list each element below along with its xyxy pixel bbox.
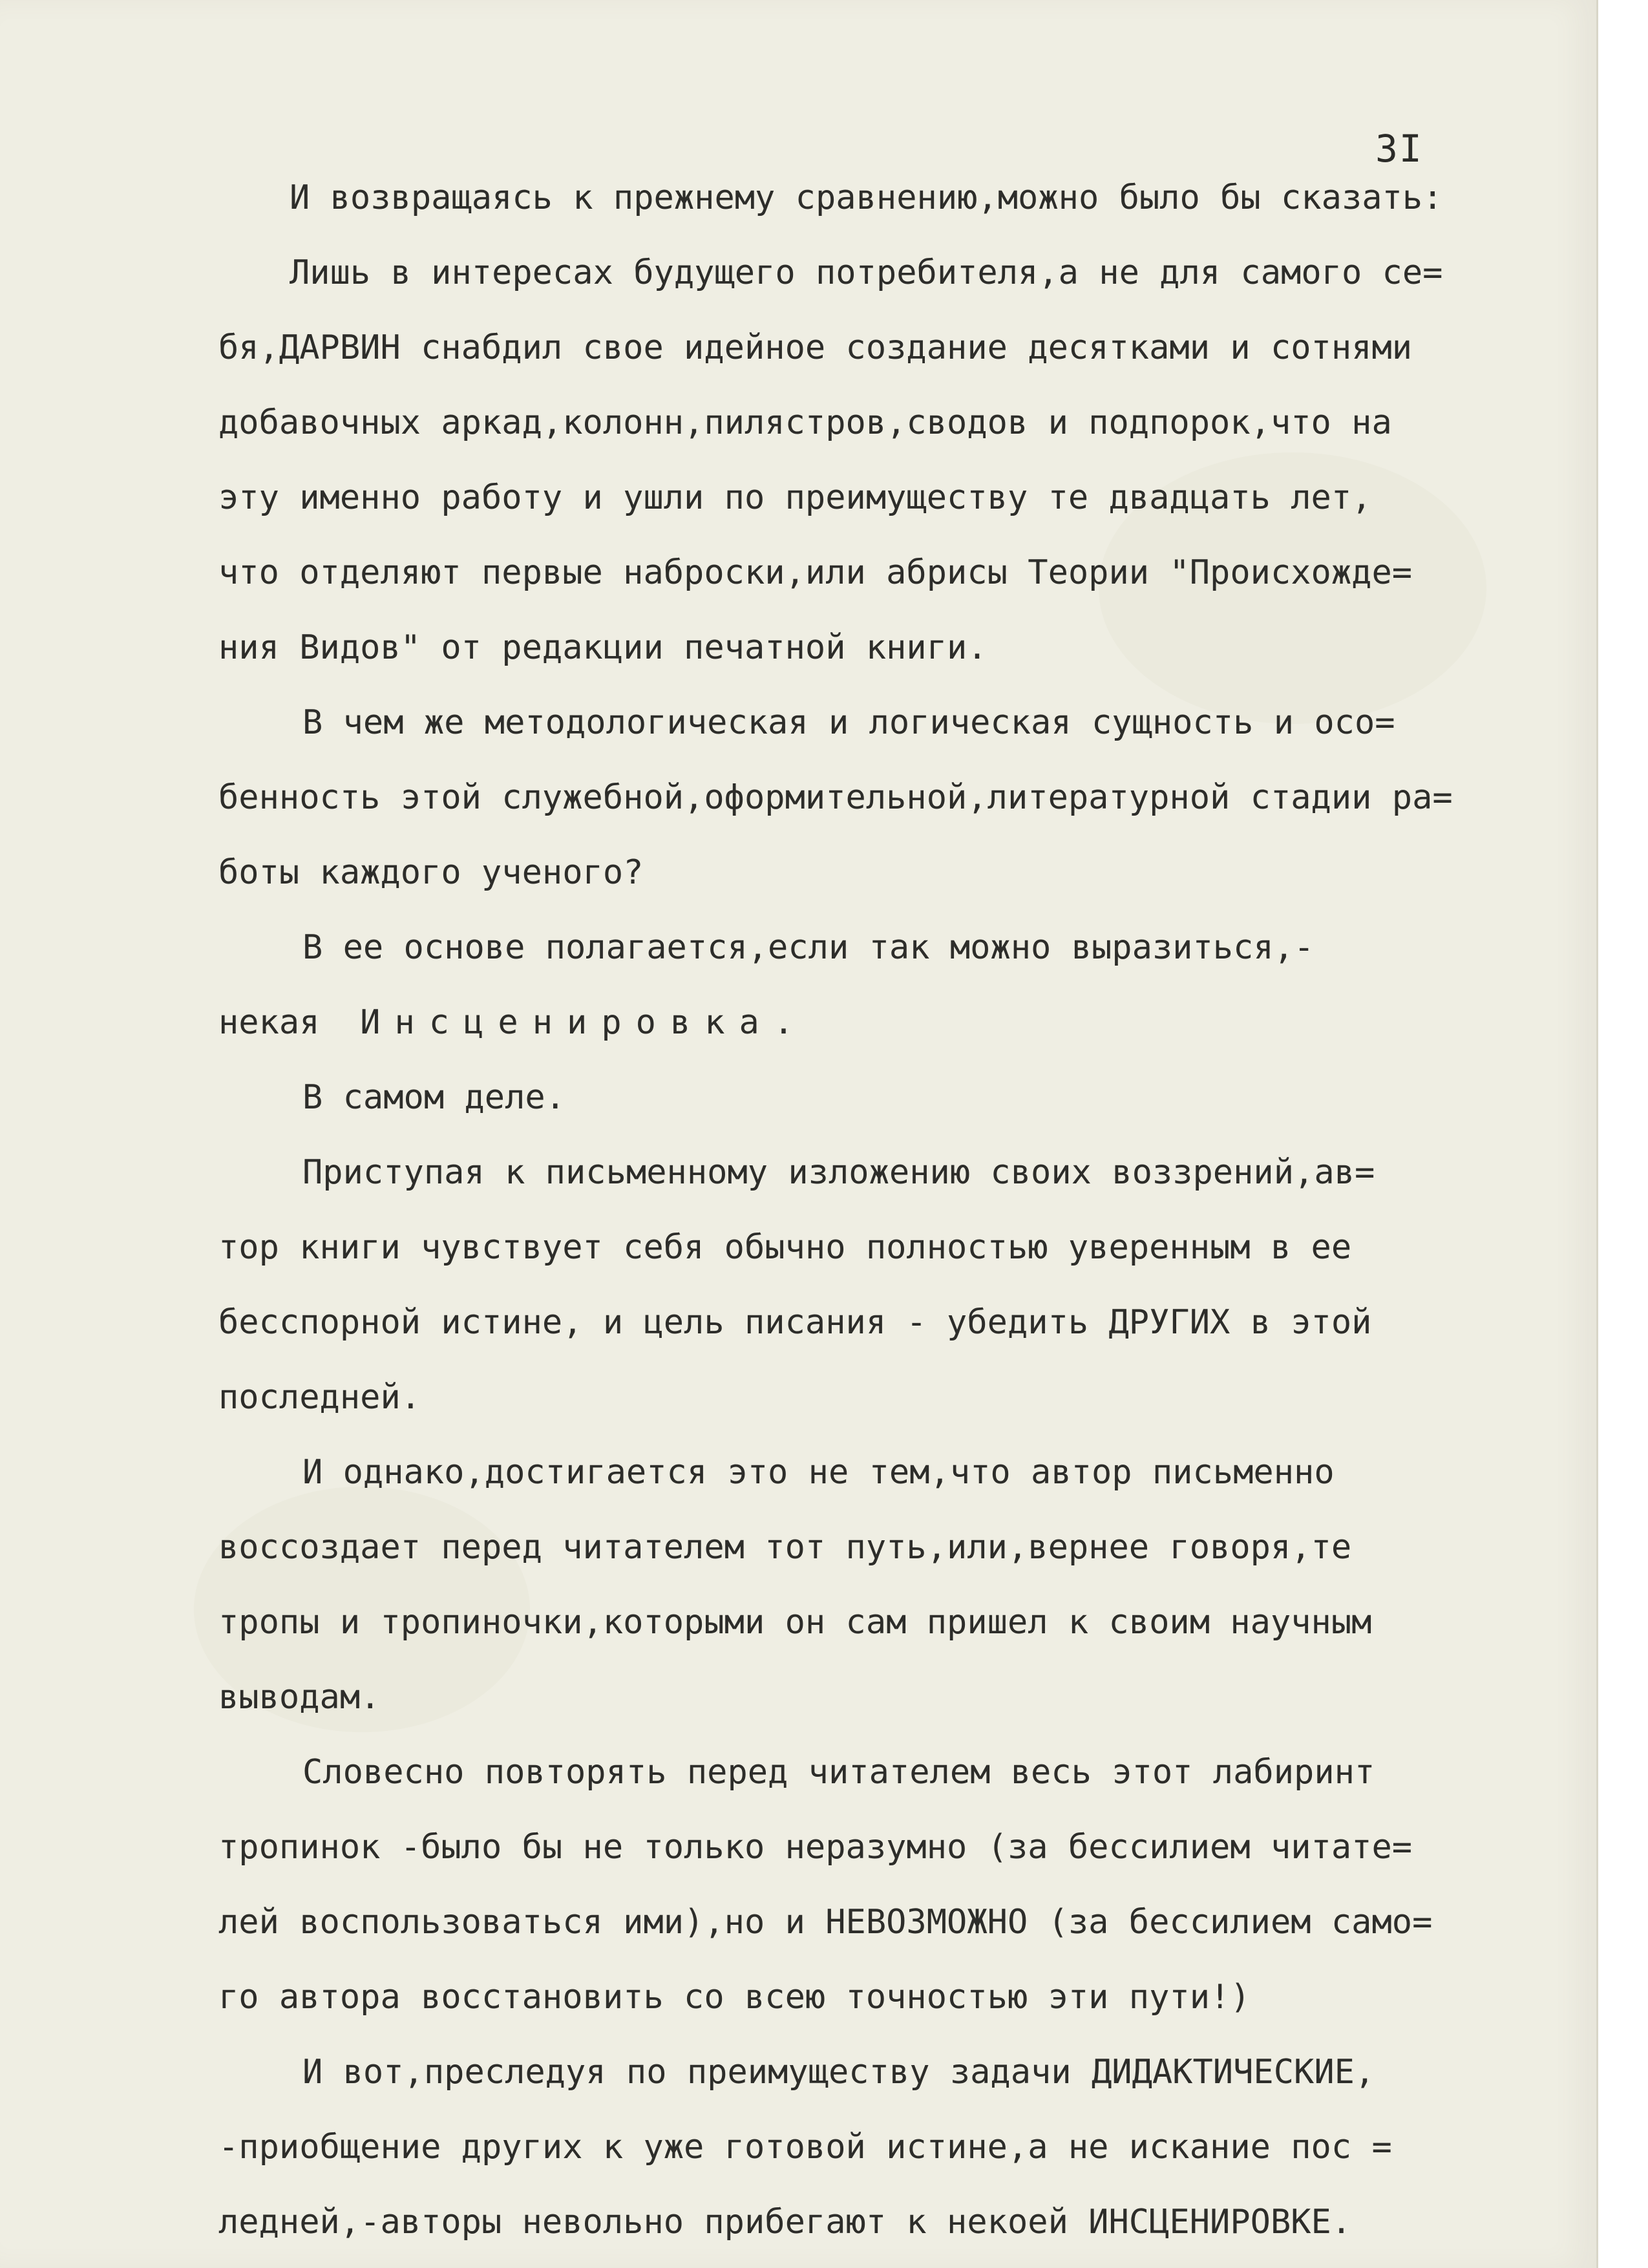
text-line: что отделяют первые наброски,или абрисы Теории "Происхожде= [218,553,1413,592]
text-line: лей воспользоваться ими),но и НЕВОЗМОЖНО (за бессилием само= [218,1903,1433,1942]
text-line [218,985,1511,1060]
text-line: В ее основе полагается,если так можно выразиться,- [302,928,1315,967]
text-fragment: некая [218,1003,320,1042]
text-line: выводам. [218,1678,381,1717]
text-line: Лишь в интересах будущего потребителя,а не для самого се= [290,253,1443,292]
text-line: тор книги чувствует себя обычно полностью уверенным в ее [218,1228,1352,1267]
text-line: боты каждого ученого? [218,853,644,892]
text-line: И однако,достигается это не тем,что автор письменно [302,1453,1335,1492]
page-number: 3I [1375,127,1423,171]
text-line: бесспорной истине, и цель писания - убедить ДРУГИХ в этой [218,1303,1372,1342]
body-text [218,160,1511,2260]
text-line: Приступая к письменному изложению своих воззрений,ав= [302,1153,1375,1192]
text-line: В самом деле. [302,1078,565,1117]
text-line: последней. [218,1378,421,1417]
text-line: добавочных аркад,колонн,пилястров,сводов и подпорок,что на [218,403,1392,442]
text-line: эту именно работу и ушли по преимуществу те двадцать лет, [218,478,1372,517]
text-line: Словесно повторять перед читателем весь этот лабиринт [302,1753,1375,1792]
text-line: бя,ДАРВИН снабдил свое идейное создание десятками и сотнями [218,328,1413,367]
text-line: го автора восстановить со всею точностью эти пути!) [218,1978,1251,2017]
text-line: воссоздает перед читателем тот путь,или,вернее говоря,те [218,1528,1352,1567]
text-line: ния Видов" от редакции печатной книги. [218,628,988,667]
text-line: тропы и тропиночки,которыми он сам пришел к своим научным [218,1603,1372,1642]
spaced-word: Инсценировка. [360,1003,808,1042]
text-line: ледней,-авторы невольно прибегают к некоей ИНСЦЕНИРОВКЕ. [218,2203,1352,2242]
text-line: И вот,преследуя по преимуществу задачи ДИДАКТИЧЕСКИЕ, [302,2053,1375,2092]
text-line: тропинок -было бы не только неразумно (за бессилием читате= [218,1828,1413,1867]
text-line: бенность этой служебной,оформительной,литературной стадии ра= [218,778,1453,817]
text-line: -приобщение других к уже готовой истине,а не искание пос = [218,2128,1392,2167]
text-line: И возвращаясь к прежнему сравнению,можно было бы сказать: [290,178,1443,217]
text-line: В чем же методологическая и логическая сущность и осо= [302,703,1395,742]
